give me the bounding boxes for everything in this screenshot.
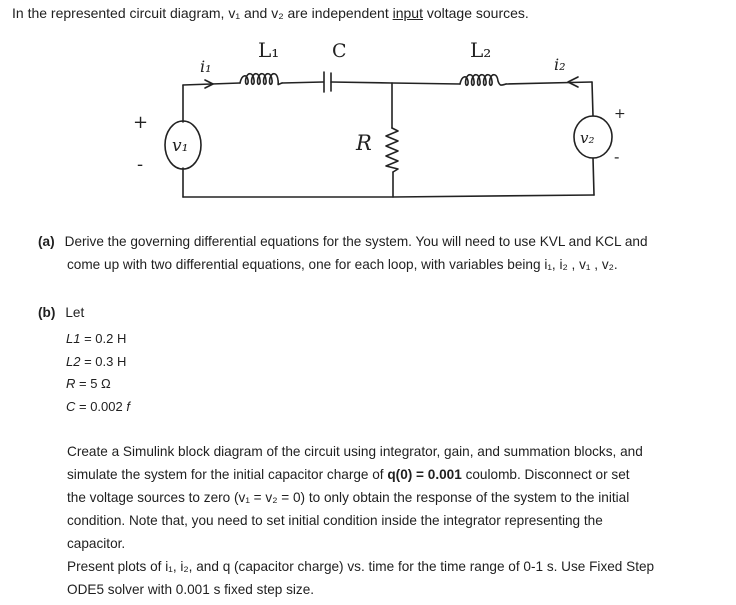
p2-line2: ODE5 solver with 0.001 s fixed step size. [67,582,315,597]
label-c: C [332,40,347,62]
part-b-label: (b) [38,305,56,320]
parameter-values [66,328,130,418]
v1-plus-sign: + [133,112,149,133]
p1-line4: condition. Note that, you need to set initial condition inside the integrator representing the [67,513,603,528]
p2-line1: Present plots of i₁, i₂, and q (capacitor charge) vs. time for the time range of 0-1 s. Use Fixed Step [67,559,655,574]
middle-wire [392,83,393,197]
wire-l2-right [506,82,592,84]
value-row-l2: L2 = 0.3 H [66,353,127,369]
label-v1: v₁ [172,136,189,156]
p1-line3: the voltage sources to zero (v₁ = v₂ = 0) to only obtain the response of the system to the initial [67,490,630,505]
value-row-l1: L1 = 0.2 H [66,331,127,346]
label-r: R [356,131,372,155]
v2-plus-sign: + [614,106,626,122]
v1-minus-sign: - [137,154,144,175]
resistor-r [386,128,398,172]
inductor-l1 [240,74,282,85]
p1-line1: Create a Simulink block diagram of the circuit using integrator, gain, and summation blocks, and [67,444,643,459]
part-b-paragraph-1 [67,440,643,555]
part-b-let: Let [65,305,85,320]
part-a-line2: come up with two differential equations, one for each loop, with variables being i₁, i₂ , v₁ , v₂. [67,257,618,272]
v2-minus-sign: - [614,147,620,166]
label-v2: v₂ [580,129,595,147]
part-a-line1: Derive the governing differential equations for the system. You will need to use KVL and KCL and [64,234,648,249]
part-a [38,230,648,276]
intro-after: voltage sources. [422,5,529,21]
value-row-r: R = 5 Ω [66,376,111,391]
value-row-c: C = 0.002 f [66,398,130,414]
wire-c-junction [331,82,392,83]
part-b-header [38,301,84,324]
part-a-label: (a) [38,234,55,249]
wire-l1-c [282,82,323,83]
intro-before: In the represented circuit diagram, v₁ and v₂ are independent [12,5,393,21]
label-l1: L₁ [258,38,280,62]
intro-underlined-word: input [392,5,423,21]
label-l2: L₂ [470,38,492,62]
initial-charge: q(0) = 0.001 [387,467,462,482]
circuit-diagram [0,0,736,230]
bottom-wire [183,195,594,197]
label-i1: i₁ [200,57,212,76]
inductor-l2 [460,75,506,86]
wire-junction-l2 [392,83,460,84]
label-i2: i₂ [554,55,566,74]
capacitor-c [324,72,331,92]
p1-line5: capacitor. [67,536,126,551]
p1-line2: simulate the system for the initial capacitor charge of q(0) = 0.001 coulomb. Disconnect or set [67,467,630,482]
part-b-paragraph-2 [67,555,654,601]
